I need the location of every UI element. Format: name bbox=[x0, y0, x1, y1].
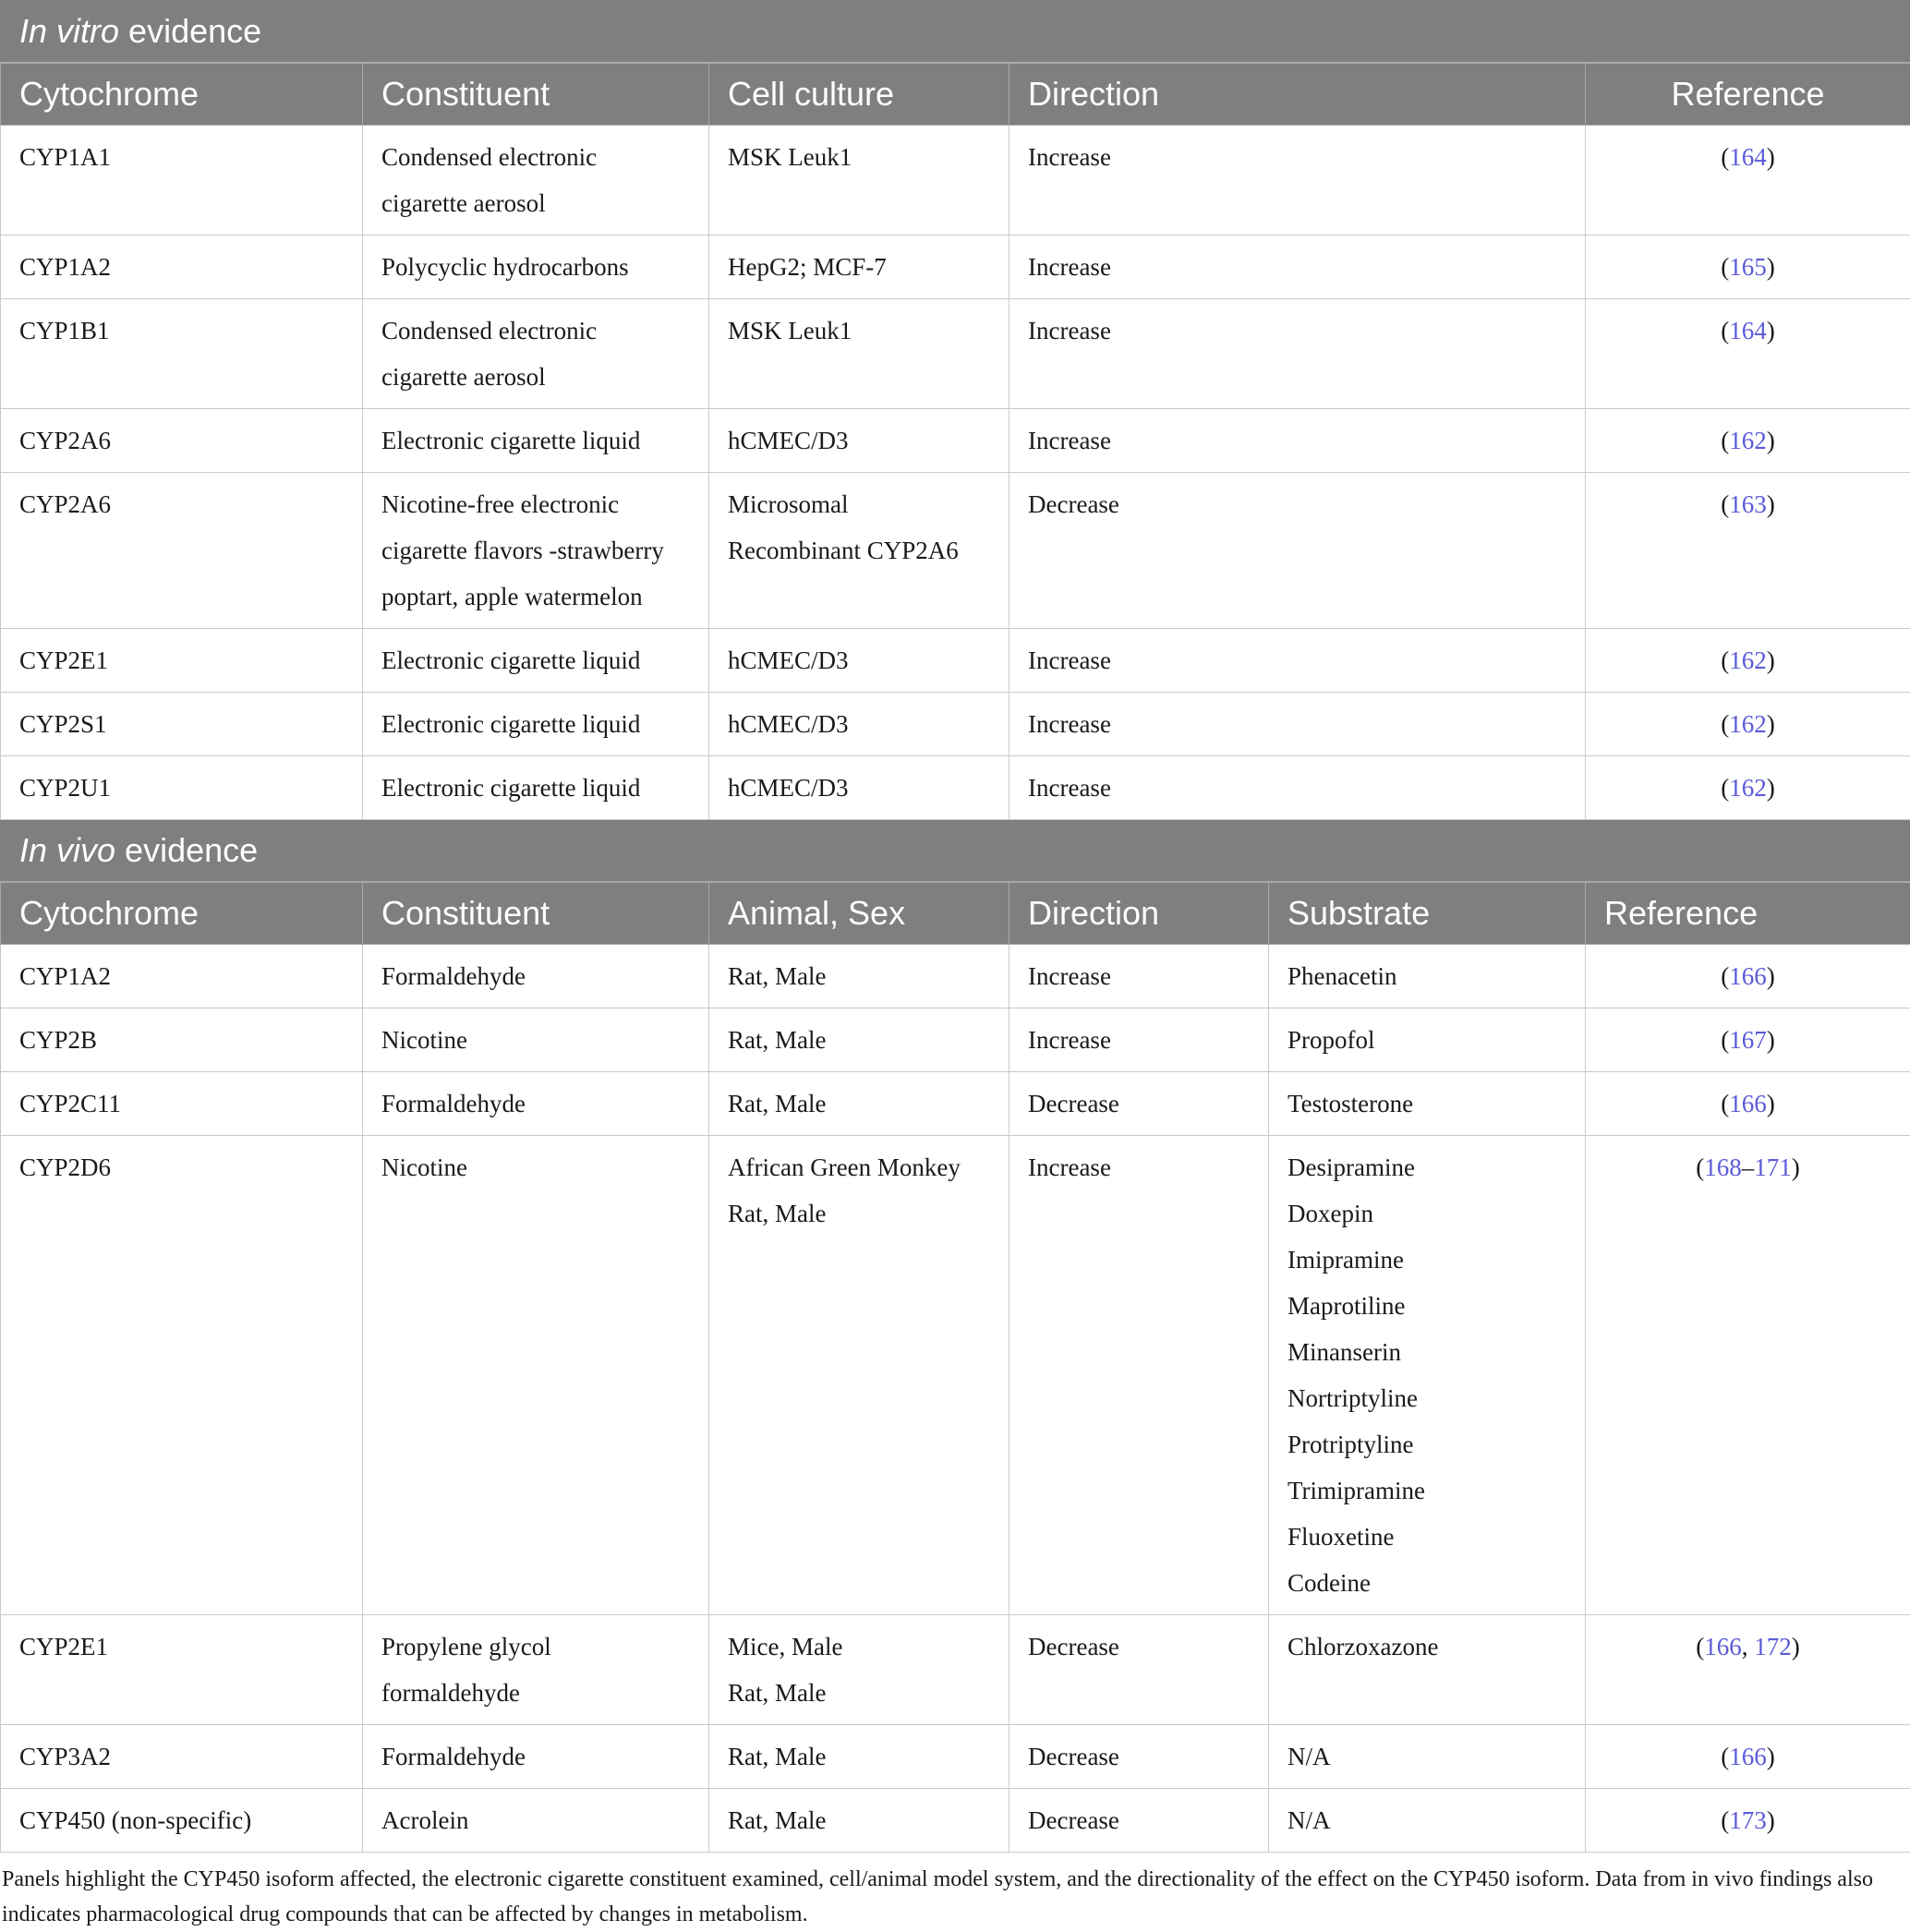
cytochrome-cell: CYP1A2 bbox=[1, 235, 363, 299]
reference-cell: (166) bbox=[1586, 1072, 1910, 1136]
reference-link[interactable]: 162 bbox=[1729, 646, 1767, 674]
substrate-cell bbox=[1269, 1008, 1586, 1072]
substrate-cell-line: Phenacetin bbox=[1287, 953, 1566, 999]
animal-sex-cell bbox=[709, 945, 1009, 1008]
direction-cell: Increase bbox=[1009, 299, 1586, 409]
in-vitro-title: In vitro evidence bbox=[1, 1, 1910, 64]
constituent-cell-line: Nicotine bbox=[381, 1144, 690, 1190]
constituent-cell-line: formaldehyde bbox=[381, 1670, 690, 1716]
substrate-cell bbox=[1269, 1615, 1586, 1725]
in-vitro-section-header bbox=[1, 1, 1910, 64]
animal-sex-cell-line: Rat, Male bbox=[728, 1797, 990, 1843]
reference-cell: (166, 172) bbox=[1586, 1615, 1910, 1725]
direction-cell: Increase bbox=[1009, 1136, 1269, 1615]
reference-cell: (162) bbox=[1586, 629, 1910, 693]
substrate-cell-line: N/A bbox=[1287, 1733, 1566, 1780]
constituent-cell bbox=[363, 629, 709, 693]
substrate-cell-line: Propofol bbox=[1287, 1017, 1566, 1063]
cell-culture-cell-line: hCMEC/D3 bbox=[728, 701, 990, 747]
constituent-cell-line: Nicotine-free electronic bbox=[381, 481, 690, 527]
cell-culture-cell bbox=[709, 409, 1009, 473]
column-header-cell-culture: Cell culture bbox=[709, 63, 1009, 126]
substrate-cell bbox=[1269, 1789, 1586, 1853]
reference-cell: (173) bbox=[1586, 1789, 1910, 1853]
animal-sex-cell-line: Rat, Male bbox=[728, 1081, 990, 1127]
animal-sex-cell bbox=[709, 1072, 1009, 1136]
cytochrome-cell: CYP450 (non-specific) bbox=[1, 1789, 363, 1853]
cytochrome-cell: CYP1A1 bbox=[1, 126, 363, 235]
constituent-cell-line: poptart, apple watermelon bbox=[381, 574, 690, 620]
cytochrome-cell: CYP1B1 bbox=[1, 299, 363, 409]
constituent-cell bbox=[363, 1072, 709, 1136]
reference-cell: (166) bbox=[1586, 1725, 1910, 1789]
constituent-cell-line: cigarette aerosol bbox=[381, 354, 690, 400]
substrate-cell-line: Minanserin bbox=[1287, 1329, 1566, 1375]
cytochrome-cell: CYP2D6 bbox=[1, 1136, 363, 1615]
constituent-cell-line: Formaldehyde bbox=[381, 1733, 690, 1780]
table-row bbox=[1, 299, 1910, 409]
constituent-cell bbox=[363, 473, 709, 629]
column-header-direction: Direction bbox=[1009, 882, 1269, 945]
reference-link[interactable]: 166 bbox=[1729, 1743, 1767, 1770]
cell-culture-cell-line: hCMEC/D3 bbox=[728, 765, 990, 811]
reference-link[interactable]: 163 bbox=[1729, 490, 1767, 518]
substrate-cell-line: Testosterone bbox=[1287, 1081, 1566, 1127]
cell-culture-cell bbox=[709, 126, 1009, 235]
constituent-cell-line: Propylene glycol bbox=[381, 1624, 690, 1670]
in-vitro-column-headers bbox=[1, 63, 1910, 126]
reference-cell: (162) bbox=[1586, 409, 1910, 473]
reference-cell: (163) bbox=[1586, 473, 1910, 629]
reference-separator: – bbox=[1742, 1153, 1755, 1181]
animal-sex-cell-line: African Green Monkey bbox=[728, 1144, 990, 1190]
cytochrome-cell: CYP3A2 bbox=[1, 1725, 363, 1789]
reference-link[interactable]: 166 bbox=[1704, 1633, 1742, 1660]
direction-cell: Increase bbox=[1009, 756, 1586, 820]
cell-culture-cell bbox=[709, 629, 1009, 693]
constituent-cell-line: Nicotine bbox=[381, 1017, 690, 1063]
table-row bbox=[1, 1615, 1910, 1725]
substrate-cell bbox=[1269, 1136, 1586, 1615]
reference-cell: (165) bbox=[1586, 235, 1910, 299]
cytochrome-cell: CYP2U1 bbox=[1, 756, 363, 820]
cell-culture-cell bbox=[709, 235, 1009, 299]
in-vivo-column-headers bbox=[1, 882, 1910, 945]
constituent-cell bbox=[363, 1008, 709, 1072]
cytochrome-cell: CYP1A2 bbox=[1, 945, 363, 1008]
reference-cell: (167) bbox=[1586, 1008, 1910, 1072]
constituent-cell bbox=[363, 1136, 709, 1615]
reference-link[interactable]: 164 bbox=[1729, 143, 1767, 171]
substrate-cell-line: Nortriptyline bbox=[1287, 1375, 1566, 1421]
table-row bbox=[1, 1008, 1910, 1072]
direction-cell: Increase bbox=[1009, 945, 1269, 1008]
reference-cell: (162) bbox=[1586, 693, 1910, 756]
constituent-cell-line: Electronic cigarette liquid bbox=[381, 765, 690, 811]
constituent-cell bbox=[363, 299, 709, 409]
column-header-direction: Direction bbox=[1009, 63, 1586, 126]
constituent-cell-line: Formaldehyde bbox=[381, 953, 690, 999]
constituent-cell-line: Acrolein bbox=[381, 1797, 690, 1843]
constituent-cell-line: Condensed electronic bbox=[381, 308, 690, 354]
reference-link[interactable]: 162 bbox=[1729, 774, 1767, 802]
cytochrome-cell: CYP2A6 bbox=[1, 473, 363, 629]
animal-sex-cell-line: Rat, Male bbox=[728, 1733, 990, 1780]
reference-separator: , bbox=[1742, 1633, 1755, 1660]
cytochrome-cell: CYP2S1 bbox=[1, 693, 363, 756]
reference-link[interactable]: 166 bbox=[1729, 1090, 1767, 1117]
animal-sex-cell-line: Rat, Male bbox=[728, 1190, 990, 1237]
substrate-cell bbox=[1269, 1072, 1586, 1136]
constituent-cell bbox=[363, 409, 709, 473]
direction-cell: Increase bbox=[1009, 629, 1586, 693]
substrate-cell-line: Desipramine bbox=[1287, 1144, 1566, 1190]
substrate-cell-line: Codeine bbox=[1287, 1560, 1566, 1606]
cell-culture-cell bbox=[709, 473, 1009, 629]
table-row bbox=[1, 693, 1910, 756]
table-row bbox=[1, 1136, 1910, 1615]
table-row bbox=[1, 945, 1910, 1008]
direction-cell: Decrease bbox=[1009, 1789, 1269, 1853]
column-header-reference: Reference bbox=[1586, 882, 1910, 945]
direction-cell: Increase bbox=[1009, 235, 1586, 299]
direction-cell: Increase bbox=[1009, 126, 1586, 235]
constituent-cell bbox=[363, 693, 709, 756]
cell-culture-cell-line: Microsomal bbox=[728, 481, 990, 527]
cell-culture-cell bbox=[709, 756, 1009, 820]
substrate-cell-line: Protriptyline bbox=[1287, 1421, 1566, 1467]
direction-cell: Increase bbox=[1009, 693, 1586, 756]
constituent-cell-line: cigarette aerosol bbox=[381, 180, 690, 226]
animal-sex-cell bbox=[709, 1725, 1009, 1789]
table-row bbox=[1, 235, 1910, 299]
reference-link[interactable]: 173 bbox=[1729, 1806, 1767, 1834]
table-row bbox=[1, 1789, 1910, 1853]
constituent-cell bbox=[363, 1725, 709, 1789]
cytochrome-cell: CYP2E1 bbox=[1, 629, 363, 693]
table-row bbox=[1, 756, 1910, 820]
cytochrome-cell: CYP2B bbox=[1, 1008, 363, 1072]
constituent-cell bbox=[363, 235, 709, 299]
direction-cell: Decrease bbox=[1009, 1615, 1269, 1725]
constituent-cell bbox=[363, 1615, 709, 1725]
column-header-cytochrome: Cytochrome bbox=[1, 882, 363, 945]
substrate-cell-line: Maprotiline bbox=[1287, 1283, 1566, 1329]
reference-link[interactable]: 171 bbox=[1754, 1153, 1792, 1181]
constituent-cell-line: Electronic cigarette liquid bbox=[381, 417, 690, 464]
substrate-cell bbox=[1269, 1725, 1586, 1789]
cytochrome-cell: CYP2C11 bbox=[1, 1072, 363, 1136]
substrate-cell-line: N/A bbox=[1287, 1797, 1566, 1843]
constituent-cell-line: Condensed electronic bbox=[381, 134, 690, 180]
cell-culture-cell bbox=[709, 693, 1009, 756]
reference-link[interactable]: 162 bbox=[1729, 427, 1767, 454]
direction-cell: Decrease bbox=[1009, 473, 1586, 629]
cell-culture-cell-line: MSK Leuk1 bbox=[728, 134, 990, 180]
cell-culture-cell-line: hCMEC/D3 bbox=[728, 417, 990, 464]
animal-sex-cell-line: Rat, Male bbox=[728, 1670, 990, 1716]
substrate-cell-line: Chlorzoxazone bbox=[1287, 1624, 1566, 1670]
reference-cell: (162) bbox=[1586, 756, 1910, 820]
column-header-substrate: Substrate bbox=[1269, 882, 1586, 945]
reference-cell: (164) bbox=[1586, 126, 1910, 235]
reference-link[interactable]: 172 bbox=[1754, 1633, 1792, 1660]
animal-sex-cell bbox=[709, 1615, 1009, 1725]
constituent-cell bbox=[363, 1789, 709, 1853]
direction-cell: Decrease bbox=[1009, 1725, 1269, 1789]
table-caption: Panels highlight the CYP450 isoform affected, the electronic cigarette constituent examined, cell/animal model system, and the directionality of the effect on the CYP450 isoform. Data from in vivo findings also indicates pharmacological drug compounds that can be affected by changes in metabolism. bbox=[0, 1853, 1910, 1932]
reference-cell: (166) bbox=[1586, 945, 1910, 1008]
cell-culture-cell-line: MSK Leuk1 bbox=[728, 308, 990, 354]
animal-sex-cell bbox=[709, 1136, 1009, 1615]
constituent-cell bbox=[363, 756, 709, 820]
cell-culture-cell-line: hCMEC/D3 bbox=[728, 637, 990, 683]
column-header-reference: Reference bbox=[1586, 63, 1910, 126]
reference-link[interactable]: 168 bbox=[1704, 1153, 1742, 1181]
substrate-cell-line: Doxepin bbox=[1287, 1190, 1566, 1237]
constituent-cell bbox=[363, 126, 709, 235]
reference-link[interactable]: 165 bbox=[1729, 253, 1767, 281]
animal-sex-cell bbox=[709, 1008, 1009, 1072]
constituent-cell-line: Formaldehyde bbox=[381, 1081, 690, 1127]
in-vivo-section-header bbox=[1, 820, 1910, 883]
cell-culture-cell-line: HepG2; MCF-7 bbox=[728, 244, 990, 290]
cytochrome-cell: CYP2E1 bbox=[1, 1615, 363, 1725]
animal-sex-cell-line: Mice, Male bbox=[728, 1624, 990, 1670]
direction-cell: Decrease bbox=[1009, 1072, 1269, 1136]
direction-cell: Increase bbox=[1009, 1008, 1269, 1072]
cell-culture-cell-line: Recombinant CYP2A6 bbox=[728, 527, 990, 574]
reference-link[interactable]: 164 bbox=[1729, 317, 1767, 344]
table-row bbox=[1, 473, 1910, 629]
animal-sex-cell-line: Rat, Male bbox=[728, 953, 990, 999]
table-row bbox=[1, 1072, 1910, 1136]
direction-cell: Increase bbox=[1009, 409, 1586, 473]
substrate-cell-line: Imipramine bbox=[1287, 1237, 1566, 1283]
cell-culture-cell bbox=[709, 299, 1009, 409]
substrate-cell bbox=[1269, 945, 1586, 1008]
animal-sex-cell-line: Rat, Male bbox=[728, 1017, 990, 1063]
table-row bbox=[1, 409, 1910, 473]
constituent-cell-line: Polycyclic hydrocarbons bbox=[381, 244, 690, 290]
substrate-cell-line: Fluoxetine bbox=[1287, 1514, 1566, 1560]
reference-cell: (168–171) bbox=[1586, 1136, 1910, 1615]
constituent-cell bbox=[363, 945, 709, 1008]
column-header-cytochrome: Cytochrome bbox=[1, 63, 363, 126]
table-row bbox=[1, 629, 1910, 693]
reference-link[interactable]: 162 bbox=[1729, 710, 1767, 738]
constituent-cell-line: Electronic cigarette liquid bbox=[381, 637, 690, 683]
table-row bbox=[1, 1725, 1910, 1789]
column-header-constituent: Constituent bbox=[363, 63, 709, 126]
animal-sex-cell bbox=[709, 1789, 1009, 1853]
reference-link[interactable]: 167 bbox=[1729, 1026, 1767, 1054]
constituent-cell-line: cigarette flavors -strawberry bbox=[381, 527, 690, 574]
table-row bbox=[1, 126, 1910, 235]
in-vivo-title: In vivo evidence bbox=[1, 820, 1910, 883]
substrate-cell-line: Trimipramine bbox=[1287, 1467, 1566, 1514]
constituent-cell-line: Electronic cigarette liquid bbox=[381, 701, 690, 747]
reference-link[interactable]: 166 bbox=[1729, 962, 1767, 990]
column-header-constituent: Constituent bbox=[363, 882, 709, 945]
reference-cell: (164) bbox=[1586, 299, 1910, 409]
cytochrome-cell: CYP2A6 bbox=[1, 409, 363, 473]
column-header-animal-sex: Animal, Sex bbox=[709, 882, 1009, 945]
